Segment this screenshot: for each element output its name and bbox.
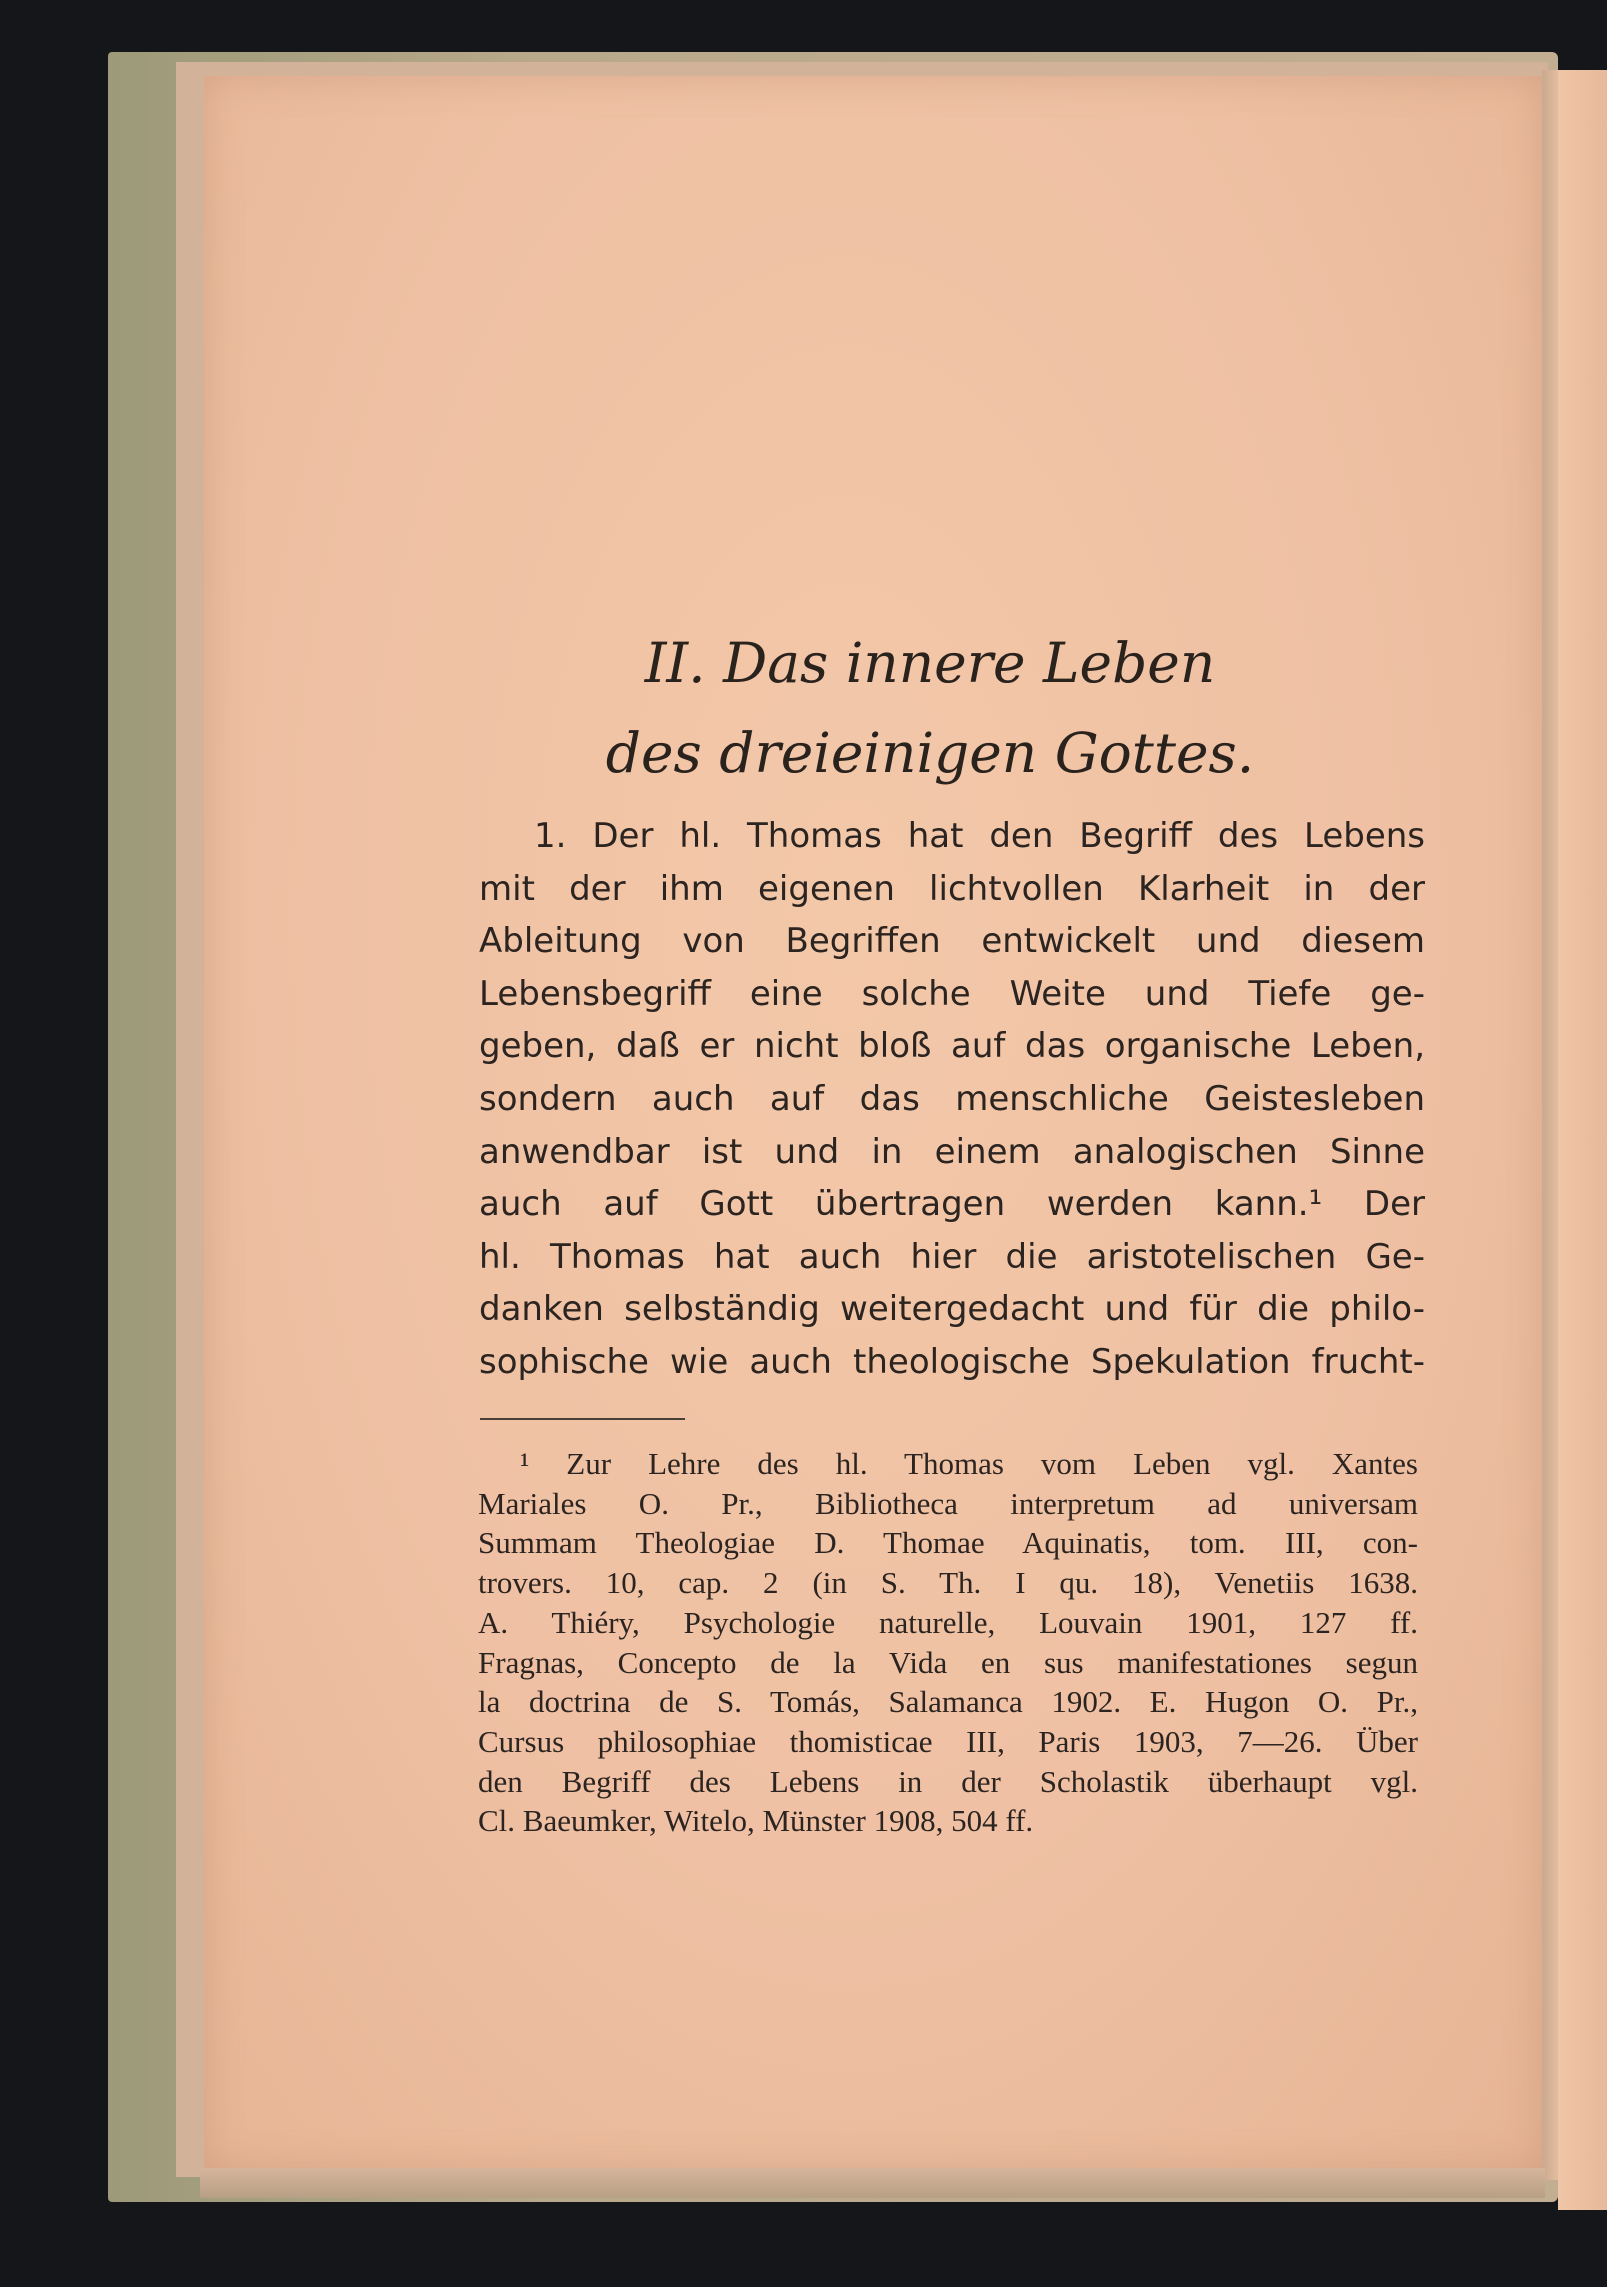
footnote-line: A. Thiéry, Psychologie naturelle, Louvain 1901, 127 ff. (478, 1604, 1418, 1640)
footnote-line: trovers. 10, cap. 2 (in S. Th. I qu. 18), Venetiis 1638. (478, 1565, 1418, 1601)
footnote-separator (480, 1418, 685, 1420)
body-line: 1. Der hl. Thomas hat den Begriff des Lebens (534, 816, 1425, 856)
footnote-line: Fragnas, Concepto de la Vida en sus manifestationes segun (478, 1644, 1418, 1680)
footnote-line: Mariales O. Pr., Bibliotheca interpretum ad universam (478, 1485, 1418, 1521)
page-bottom-edge (200, 2168, 1545, 2198)
footnote-line: den Begriff des Lebens in der Scholastik überhaupt vgl. (478, 1763, 1418, 1799)
book-gutter (1542, 70, 1558, 2180)
body-line: sophische wie auch theologische Spekulation frucht- (479, 1341, 1425, 1382)
footnote-line: la doctrina de S. Tomás, Salamanca 1902. E. Hugon O. Pr., (478, 1684, 1418, 1720)
body-line: anwendbar ist und in einem analogischen Sinne (479, 1131, 1425, 1172)
footnote (478, 1444, 1418, 1841)
body-line: Ableitung von Begriffen entwickelt und diesem (479, 921, 1425, 962)
body-paragraph (479, 810, 1425, 1389)
footnote-line: Summam Theologiae D. Thomae Aquinatis, tom. III, con- (478, 1525, 1418, 1561)
body-line: hl. Thomas hat auch hier die aristotelischen Ge- (479, 1236, 1425, 1277)
body-line: mit der ihm eigenen lichtvollen Klarheit in der (479, 868, 1425, 909)
body-line: Lebensbegriff eine solche Weite und Tiefe ge- (479, 973, 1425, 1014)
body-line: geben, daß er nicht bloß auf das organische Leben, (479, 1026, 1425, 1067)
facing-page-edge (1558, 70, 1607, 2210)
body-line: danken selbständig weitergedacht und für die philo- (479, 1289, 1425, 1330)
chapter-heading-line-1: II. Das innere Leben (644, 631, 1216, 695)
chapter-heading-line-2: des dreieinigen Gottes. (605, 721, 1255, 785)
chapter-heading (480, 618, 1380, 798)
footnote-line: Cursus philosophiae thomisticae III, Paris 1903, 7—26. Über (478, 1723, 1418, 1759)
body-line: sondern auch auf das menschliche Geistesleben (479, 1078, 1425, 1119)
footnote-line: ¹ Zur Lehre des hl. Thomas vom Leben vgl. Xantes (520, 1446, 1418, 1481)
body-line: auch auf Gott übertragen werden kann.¹ Der (479, 1184, 1425, 1225)
footnote-line: Cl. Baeumker, Witelo, Münster 1908, 504 ff. (478, 1803, 1034, 1839)
